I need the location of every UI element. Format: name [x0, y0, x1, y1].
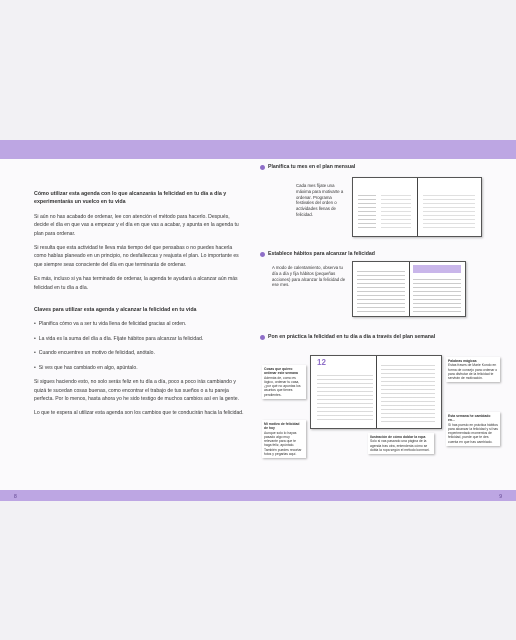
- bottom-color-band: [0, 490, 516, 501]
- note-magic-words: [446, 357, 500, 382]
- paragraph-3: Es más, incluso si ya has terminado de ordenar, la agenda te ayudará a alcanzar aún más felicidad en tu día a día.: [34, 276, 238, 291]
- book-spine: [417, 178, 418, 236]
- heading-keys: Claves para utilizar esta agenda y alcanzar la felicidad en tu vida: [34, 307, 197, 314]
- planner-grid: [381, 192, 411, 230]
- top-color-band: [0, 140, 516, 159]
- list-item: • Cuando encuentres un motivo de felicidad, anótalo.: [34, 349, 246, 357]
- planner-lines: [413, 276, 461, 312]
- planner-lines: [317, 372, 373, 422]
- bullet-icon: [260, 252, 265, 257]
- monthly-planner-image: [352, 177, 482, 237]
- note-body: Si has puesto en práctica hábitos para alcanzar la felicidad y si has experimentado momentos de felicidad, puede que te des cuenta en que has cambiado.: [448, 422, 498, 444]
- section-monthly-header: [260, 165, 400, 171]
- habits-header-bar: [413, 265, 461, 273]
- bullet-icon: [260, 165, 265, 170]
- planner-grid: [423, 192, 475, 230]
- book-spread: [0, 140, 516, 501]
- planner-lines: [358, 192, 376, 230]
- list-item: • Si ves que has cambiado en algo, apúntalo.: [34, 364, 246, 372]
- paragraph-1: Si aún no has acabado de ordenar, lee con atención el método para hacerlo. Después, decide el día en que vas a empezar y el día en que vas a acabar, y apunta en la agenda tu plan para ordenar.: [34, 213, 239, 237]
- section-habits-caption: A modo de calentamiento, observa tu día a día y fija hábitos (pequeñas acciones) para alcanzar la felicidad de ese mes.: [272, 265, 346, 288]
- note-body: Aunque solo lo hayas pasado algo muy relevante para que te haga feliz, apúntalo. También puedes recortar fotos y pegarlas aquí.: [264, 430, 302, 457]
- heading-how-to-use: Cómo utilizar esta agenda con lo que alcanzarás la felicidad en tu día a día y experimentarás un vuelco en tu vida: [34, 191, 227, 206]
- paragraph-4: Si sigues haciendo esto, no solo serás feliz en tu día a día, poco a poco irás cambiando y quizá te sucedan cosas buenas, como encontrar el trabajo de tus sueños o a tu pareja perfecta. Por lo menos, hasta ahora yo he sido testigo de muchos cambios así en la gente.: [34, 379, 240, 402]
- bullet-icon: [260, 335, 265, 340]
- book-spine: [409, 262, 410, 316]
- list-item: • Planifica cómo va a ser tu vida llena de felicidad gracias al orden.: [34, 320, 246, 328]
- note-title: Palabras mágicas: [448, 359, 477, 363]
- keys-list: [34, 320, 246, 372]
- note-body: Solo si vas pasando una página de la agenda tras otra, entenderás cómo se dobla la ropa según el método konmari.: [370, 439, 430, 452]
- section-weekly-header: [260, 335, 500, 341]
- section-habits-title: Establece hábitos para alcanzar la felicidad: [268, 251, 375, 257]
- weekly-planner-image: [310, 355, 442, 429]
- note-title: Esta semana he cambiado en...: [448, 414, 491, 423]
- page-number-right: 9: [499, 494, 502, 500]
- section-monthly-caption: Cada mes fíjate una máxima para motivarte a ordenar. Programa festivales del orden o actividades llenas de felicidad.: [296, 183, 344, 217]
- note-title: Mi motivo de felicidad de hoy: [264, 422, 300, 431]
- note-title: Cosas que quiero ordenar este semana: [264, 367, 298, 376]
- list-item: • La vida es la suma del día a día. Fíjate hábitos para alcanzar la felicidad.: [34, 335, 246, 343]
- week-number: 12: [317, 358, 326, 367]
- section-weekly-title: Pon en práctica la felicidad en tu día a día a través del plan semanal: [268, 334, 436, 340]
- page-number-left: 8: [14, 494, 17, 500]
- book-spine: [376, 356, 377, 428]
- note-title: Ilustración de cómo doblar la ropa: [370, 435, 426, 439]
- note-body: Estas frases de Marie Kondo en forma de consejo para ordenar o para disfrutar de la felicidad te servirán de motivación.: [448, 363, 498, 381]
- planner-lines: [357, 268, 405, 312]
- right-page: [260, 164, 500, 457]
- paragraph-5: Lo que te espera al utilizar esta agenda son los cambios que te conducirán hacia la felicidad.: [34, 410, 244, 417]
- note-week-changes: [446, 412, 500, 446]
- note-things-to-tidy: [262, 365, 306, 399]
- habits-planner-image: [352, 261, 466, 317]
- note-folding-clothes: [368, 433, 434, 454]
- left-page-text: [34, 190, 246, 424]
- paragraph-2: Si resulta que esta actividad te lleva más tiempo del que pensabas o no puedes hacerla como habías planeado en un principio, no desfallezcas y reajusta el plan. Lo importante es que siempre seas consciente del día en que terminarás de ordenar.: [34, 245, 239, 268]
- note-body: Además de, como es lógico, ordenar tu casa, ¿por qué no apuntas los asuntos que tienes pendientes.: [264, 375, 301, 397]
- note-happiness-motive: [262, 420, 306, 458]
- section-monthly-title: Planifica tu mes en el plan mensual: [268, 164, 356, 170]
- planner-lines: [381, 362, 435, 422]
- section-habits-header: [260, 252, 460, 258]
